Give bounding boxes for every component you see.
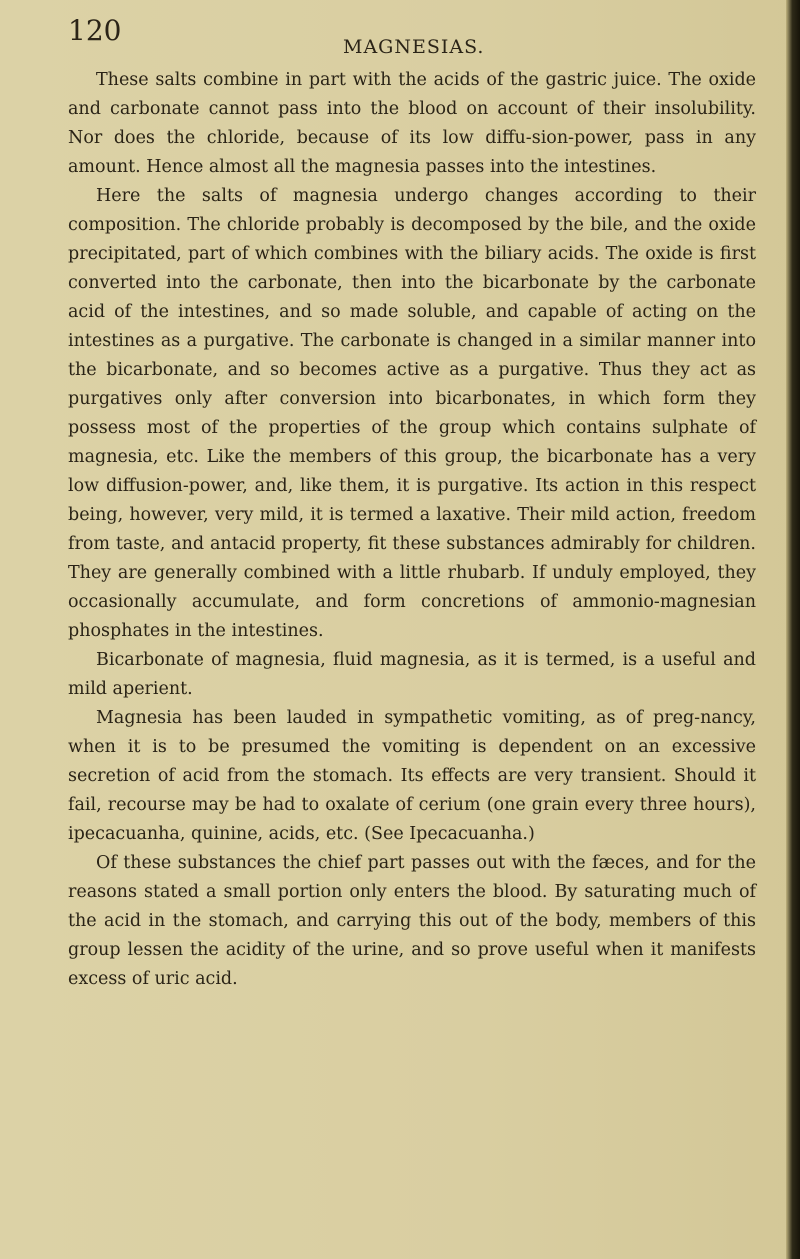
page-header [68, 14, 758, 62]
paragraph: Magnesia has been lauded in sympathetic vomiting, as of preg-nancy, when it is to be presumed the vomiting is dependent on an excessive secretion of acid from the stomach. Its effects are very transient. Should it fail, recourse may be had to oxalate of cerium (one grain every three hours), ipecacuanha, quinine, acids, etc. (See Ipecacuanha.) [68, 708, 756, 844]
paragraph: Of these substances the chief part passes out with the fæces, and for the reasons stated a small portion only enters the blood. By saturating much of the acid in the stomach, and carrying this out of the body, members of this group lessen the acidity of the urine, and so prove useful when it manifests excess of uric acid. [68, 853, 756, 989]
paragraph: Bicarbonate of magnesia, fluid magnesia, as it is termed, is a useful and mild aperient. [68, 650, 756, 699]
body-text [68, 66, 756, 994]
paragraph: These salts combine in part with the acids of the gastric juice. The oxide and carbonate cannot pass into the blood on account of their insolubility. Nor does the chloride, because of its low diffu-sion-power, pass in any amount. Hence almost all the magnesia passes into the intestines. [68, 70, 756, 177]
paragraph: Here the salts of magnesia undergo changes according to their composition. The chloride probably is decomposed by the bile, and the oxide precipitated, part of which combines with the biliary acids. The oxide is first converted into the carbonate, then into the bicarbonate by the carbonate acid of the intestines, and so made soluble, and capable of acting on the intestines as a purgative. The carbonate is changed in a similar manner into the bicarbonate, and so becomes active as a purgative. Thus they act as purgatives only after conversion into bicarbonates, in which form they possess most of the properties of the group which contains sulphate of magnesia, etc. Like the members of this group, the bicarbonate has a very low diffusion-power, and, like them, it is purgative. Its action in this respect being, however, very mild, it is termed a laxative. Their mild action, freedom from taste, and antacid property, fit these substances admirably for children. They are generally combined with a little rhubarb. If unduly employed, they occasionally accumulate, and form concretions of ammonio-magnesian phosphates in the intestines. [68, 186, 756, 641]
page-number: 120 [68, 14, 122, 47]
running-title: MAGNESIAS. [343, 36, 485, 58]
page-edge-shadow [786, 0, 800, 1259]
